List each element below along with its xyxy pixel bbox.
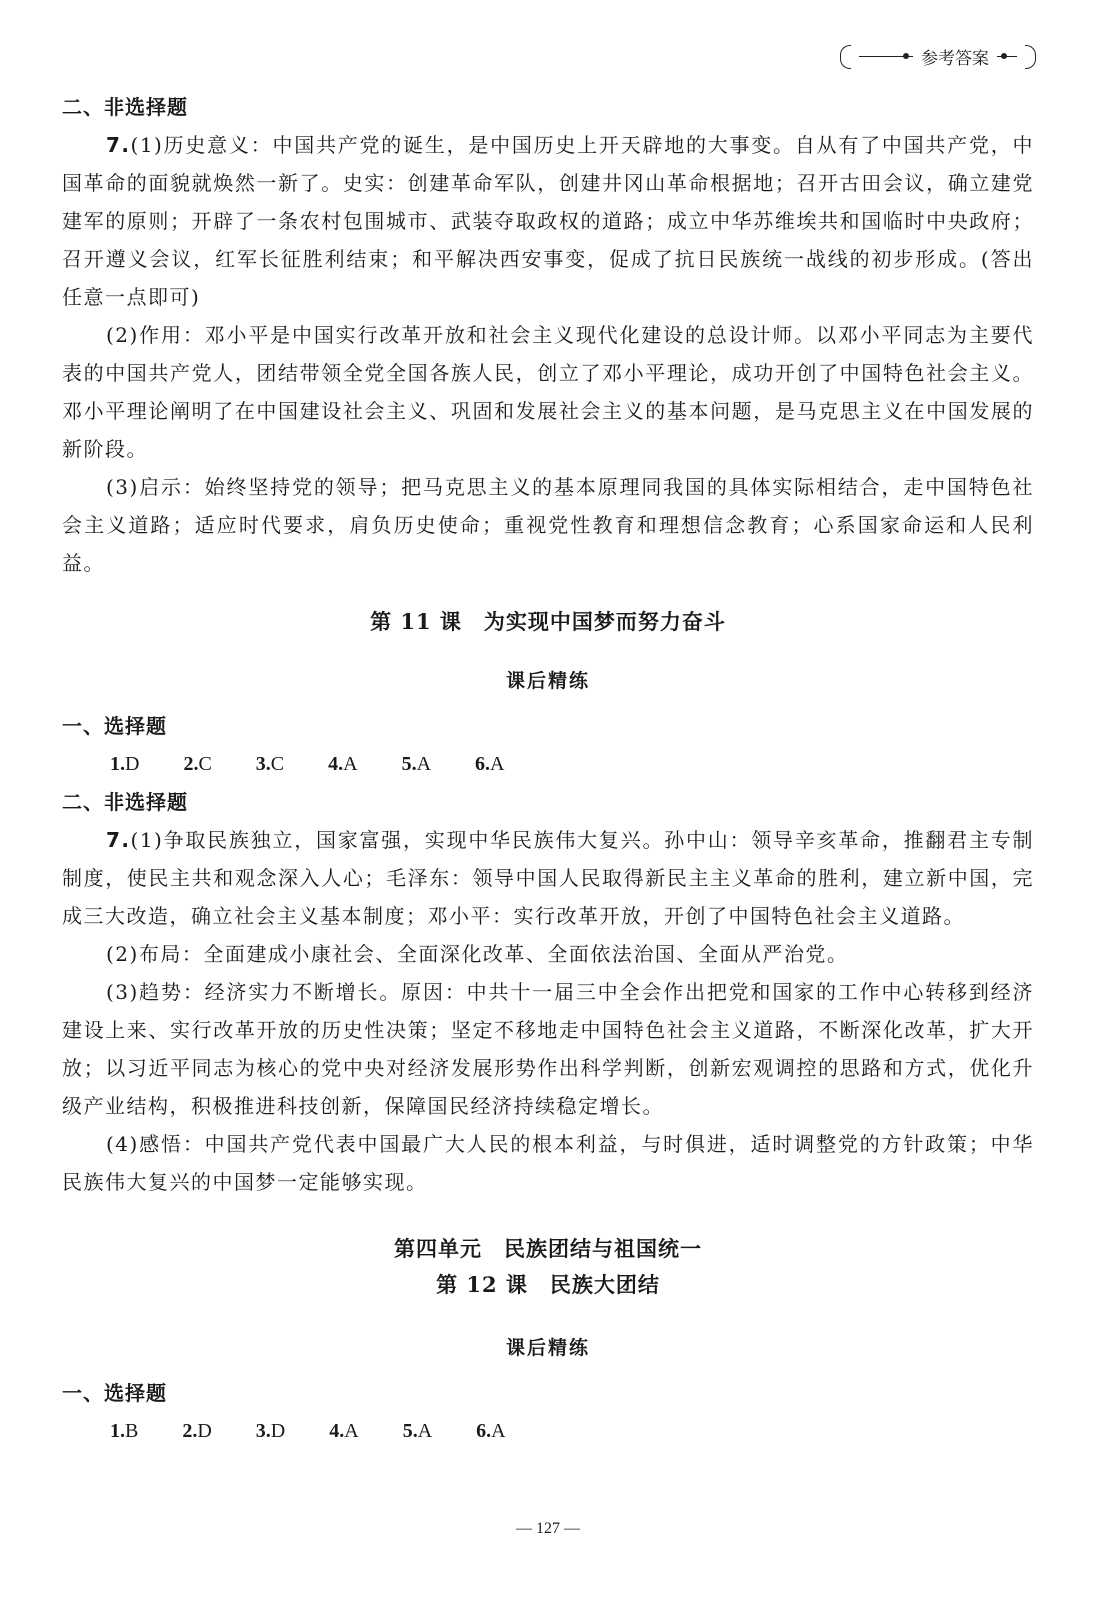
choice-answer: C [198, 753, 212, 775]
choice-number: 6. [476, 1420, 492, 1442]
choice-number: 5. [401, 753, 417, 775]
page-content [62, 88, 1034, 1450]
badge-left-line [859, 56, 913, 57]
choice-number: 3. [255, 1420, 271, 1442]
choice-answer: A [490, 753, 505, 775]
page-number: — 127 — [516, 1520, 580, 1537]
answer-paragraph: (2)作用：邓小平是中国实行改革开放和社会主义现代化建设的总设计师。以邓小平同志为主要代表的中国共产党人，团结带领全党全国各族人民，创立了邓小平理论，成功开创了中国特色社会主义。邓小平理论阐明了在中国建设社会主义、巩固和发展社会主义的基本问题，是马克思主义在中国发展的新阶段。 [62, 323, 1034, 461]
choice-number: 4. [328, 753, 344, 775]
question-number: 7. [106, 133, 131, 157]
badge-label: 参考答案 [921, 49, 989, 69]
choice-number: 1. [110, 1420, 125, 1442]
lesson-12-subtitle: 课后精练 [505, 1337, 590, 1359]
choice-number: 2. [183, 753, 199, 775]
answer-paragraph: (4)感悟：中国共产党代表中国最广大人民的根本利益，与时俱进，适时调整党的方针政策；中华民族伟大复兴的中国梦一定能够实现。 [62, 1132, 1034, 1194]
badge-right-line [997, 56, 1017, 57]
choice-answer: A [343, 753, 358, 775]
choice-answer: A [344, 1420, 359, 1442]
lesson-12-title: 第 12 课 民族大团结 [436, 1272, 660, 1297]
answer-paragraph: (3)趋势：经济实力不断增长。原因：中共十一届三中全会作出把党和国家的工作中心转移到经济建设上来、实行改革开放的历史性决策；坚定不移地走中国特色社会主义道路，不断深化改革，扩大开放；以习近平同志为核心的党中央对经济发展形势作出科学判断，创新宏观调控的思路和方式，优化升级产业结构，积极推进科技创新，保障国民经济持续稳定增长。 [62, 980, 1034, 1118]
choice-number: 4. [329, 1420, 345, 1442]
question-number: 7. [106, 828, 131, 852]
choice-answers [62, 745, 1034, 783]
choice-answer: D [197, 1420, 212, 1442]
badge-right-cap [1025, 45, 1036, 69]
choice-answer: A [417, 1420, 433, 1442]
choice-answer: A [491, 1420, 506, 1442]
answer-paragraph [62, 821, 1034, 935]
answer-paragraph: (2)布局：全面建成小康社会、全面深化改革、全面依法治国、全面从严治党。 [106, 942, 849, 966]
section-heading-choice: 一、选择题 [62, 1381, 167, 1405]
answer-text: (1)争取民族独立，国家富强，实现中华民族伟大复兴。孙中山：领导辛亥革命，推翻君主专制制度，使民主共和观念深入人心；毛泽东：领导中国人民取得新民主主义革命的胜利，建立新中国，完成三大改造，确立社会主义基本制度；邓小平：实行改革开放，开创了中国特色社会主义道路。 [62, 828, 1034, 928]
choice-number: 6. [475, 753, 491, 775]
unit-4-title: 第四单元 民族团结与祖国统一 [394, 1236, 702, 1261]
choice-answer: A [416, 753, 432, 775]
reference-answer-badge [840, 44, 1036, 69]
section-heading-nonchoice: 二、非选择题 [62, 790, 188, 814]
lesson-11-subtitle: 课后精练 [505, 670, 590, 692]
choice-answer: C [270, 753, 285, 775]
choice-number: 3. [255, 753, 271, 775]
choice-number: 1. [110, 753, 125, 775]
choice-answer: D [125, 753, 140, 775]
choice-number: 2. [182, 1420, 198, 1442]
section-heading-nonchoice: 二、非选择题 [62, 95, 188, 119]
section-heading-choice: 一、选择题 [62, 714, 167, 738]
choice-answers [62, 1412, 1034, 1450]
answer-paragraph: (3)启示：始终坚持党的领导；把马克思主义的基本原理同我国的具体实际相结合，走中国特色社会主义道路；适应时代要求，肩负历史使命；重视党性教育和理想信念教育；心系国家命运和人民利益。 [62, 475, 1034, 575]
lesson-11-title: 第 11 课 为实现中国梦而努力奋斗 [370, 609, 726, 634]
choice-answer: D [270, 1420, 286, 1442]
answer-paragraph [62, 126, 1034, 316]
choice-number: 5. [402, 1420, 418, 1442]
badge-left-cap [840, 45, 851, 69]
answer-text: (1)历史意义：中国共产党的诞生，是中国历史上开天辟地的大事变。自从有了中国共产党，中国革命的面貌就焕然一新了。史实：创建革命军队，创建井冈山革命根据地；召开古田会议，确立建党建军的原则；开辟了一条农村包围城市、武装夺取政权的道路；成立中华苏维埃共和国临时中央政府；召开遵义会议，红军长征胜利结束；和平解决西安事变，促成了抗日民族统一战线的初步形成。(答出任意一点即可) [62, 133, 1034, 309]
choice-answer: B [125, 1420, 139, 1442]
